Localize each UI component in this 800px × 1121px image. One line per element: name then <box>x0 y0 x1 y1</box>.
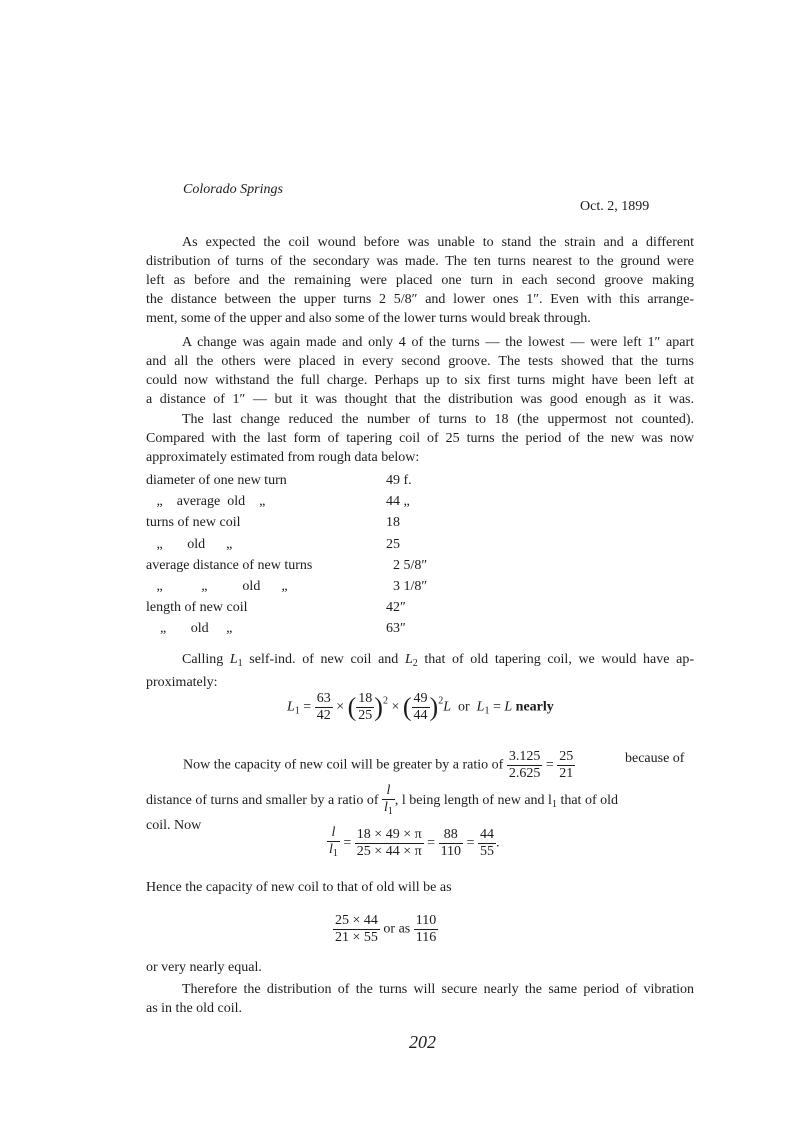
table-value: 44 „ <box>386 494 410 510</box>
text-line: ment, some of the upper and also some of the lower turns would break through. <box>146 311 591 326</box>
table-value: 18 <box>386 515 400 531</box>
text-line: The last change reduced the number of turns to 18 (the uppermost not counted). <box>182 412 694 427</box>
fraction: $\frac{18 \times 49 \times \pi}{25 \times 44 \times \pi}$ <box>356 827 422 859</box>
fraction: $\frac{18}{25}$ <box>358 691 373 723</box>
table-value: 3 1/8″ <box>386 578 428 594</box>
fraction: $\frac{49}{44}$ <box>413 691 428 723</box>
table-value: 63″ <box>386 621 406 637</box>
fraction: $\frac{25 \times 44}{21 \times 55}$ <box>335 913 378 945</box>
fraction: $\frac{l}{l_1}$ <box>329 825 338 859</box>
data-table <box>146 471 446 641</box>
table-value: 2 5/8″ <box>386 557 428 573</box>
table-row <box>146 471 446 492</box>
text-line: As expected the coil wound before was unable to stand the strain and a different <box>182 235 694 250</box>
table-value: 49 f. <box>386 473 412 488</box>
text-line: could now withstand the full charge. Perhaps up to six first turns might have been left at <box>146 373 694 388</box>
equal-line: or very nearly equal. <box>146 960 262 975</box>
capacity-line-1: Now the capacity of new coil will be greater by a ratio of $\frac{3.125}{2.625}$ = $\frac{25}{21}$ <box>183 749 574 781</box>
text-line: left as before and the remaining were placed one turn in each second groove making <box>146 273 694 288</box>
text-line: proximately: <box>146 675 218 690</box>
paragraph-calling <box>146 650 694 692</box>
text-line: approximately estimated from rough data below: <box>146 450 420 465</box>
fraction: $\frac{110}{116}$ <box>415 913 437 945</box>
text-line: Therefore the distribution of the turns will secure nearly the same period of vibration <box>182 982 694 997</box>
table-label: length of new coil <box>146 600 248 616</box>
table-label: turns of new coil <box>146 515 241 531</box>
page-number: 202 <box>409 1032 436 1052</box>
table-row <box>146 535 446 556</box>
table-row <box>146 556 446 577</box>
table-row <box>146 492 446 513</box>
fraction: $\frac{44}{55}$ <box>479 827 494 859</box>
capacity-line-2: distance of turns and smaller by a ratio of $\frac{l}{l_1}$ , l being length of new and $l_1$ that of old <box>146 783 618 820</box>
table-row <box>146 513 446 534</box>
table-row <box>146 619 446 640</box>
table-row <box>146 577 446 598</box>
hence-line: Hence the capacity of new coil to that of old will be as <box>146 880 452 895</box>
fraction: $\frac{25}{21}$ <box>559 749 574 781</box>
paragraph-2 <box>146 333 694 409</box>
fraction: $\frac{88}{110}$ <box>440 827 462 859</box>
paragraph-conclusion <box>146 980 694 1018</box>
table-row <box>146 598 446 619</box>
text-line: the distance between the upper turns 2 5/8″ and lower ones 1″. Even with this arrange- <box>146 292 694 307</box>
table-label: diameter of one new turn <box>146 473 287 488</box>
table-label: „ old „ <box>146 536 233 552</box>
text-line: distribution of turns of the secondary was made. The ten turns nearest to the ground were <box>146 254 694 269</box>
paragraph-3 <box>146 410 694 467</box>
table-value: 25 <box>386 536 400 552</box>
text-line: as in the old coil. <box>146 1001 243 1016</box>
table-value: 42″ <box>386 600 406 616</box>
running-header-place: Colorado Springs <box>183 182 283 197</box>
fraction: $\frac{l}{l_1}$ <box>383 783 393 817</box>
equation-capacity-ratio: $\frac{25 \times 44}{21 \times 55}$ or as $\frac{110}{116}$ <box>335 913 437 945</box>
equation-length-ratio: $\frac{l}{l_1}$ = $\frac{18 \times 49 \times \pi}{25 \times 44 \times \pi}$ = $\frac{88}{110}$ = $\frac{44}{55}$ . <box>327 825 499 862</box>
text-line: and all the others were placed in every second groove. The tests showed that the turns <box>146 354 694 369</box>
fraction: $\frac{63}{42}$ <box>316 691 331 723</box>
table-label: „ „ old „ <box>146 578 288 594</box>
capacity-line-3: coil. Now <box>146 818 202 833</box>
entry-date: Oct. 2, 1899 <box>580 199 650 214</box>
equation-inductance: $L_1$ = $\frac{63}{42}$ × ( $\frac{18}{25}$ )$^2$ × ( $\frac{49}{44}$ )$^2$L or $L_1 = L$ nearly <box>287 691 554 723</box>
text-line: A change was again made and only 4 of the turns — the lowest — were left 1″ apart <box>182 335 694 350</box>
table-label: „ average old „ <box>146 494 266 510</box>
capacity-line-1-end: because of <box>625 751 685 766</box>
text-line: Compared with the last form of tapering coil of 25 turns the period of the new was now <box>146 431 694 446</box>
text-line: Calling $L_1$ self-ind. of new coil and $L_2$ that of old tapering coil, we would have ap- <box>182 652 694 669</box>
table-label: „ old „ <box>146 621 233 637</box>
table-label: average distance of new turns <box>146 557 313 573</box>
text-line: a distance of 1″ — but it was thought that the distribution was good enough as it was. <box>146 392 694 407</box>
fraction: $\frac{3.125}{2.625}$ <box>508 749 541 781</box>
paragraph-1 <box>146 233 694 328</box>
